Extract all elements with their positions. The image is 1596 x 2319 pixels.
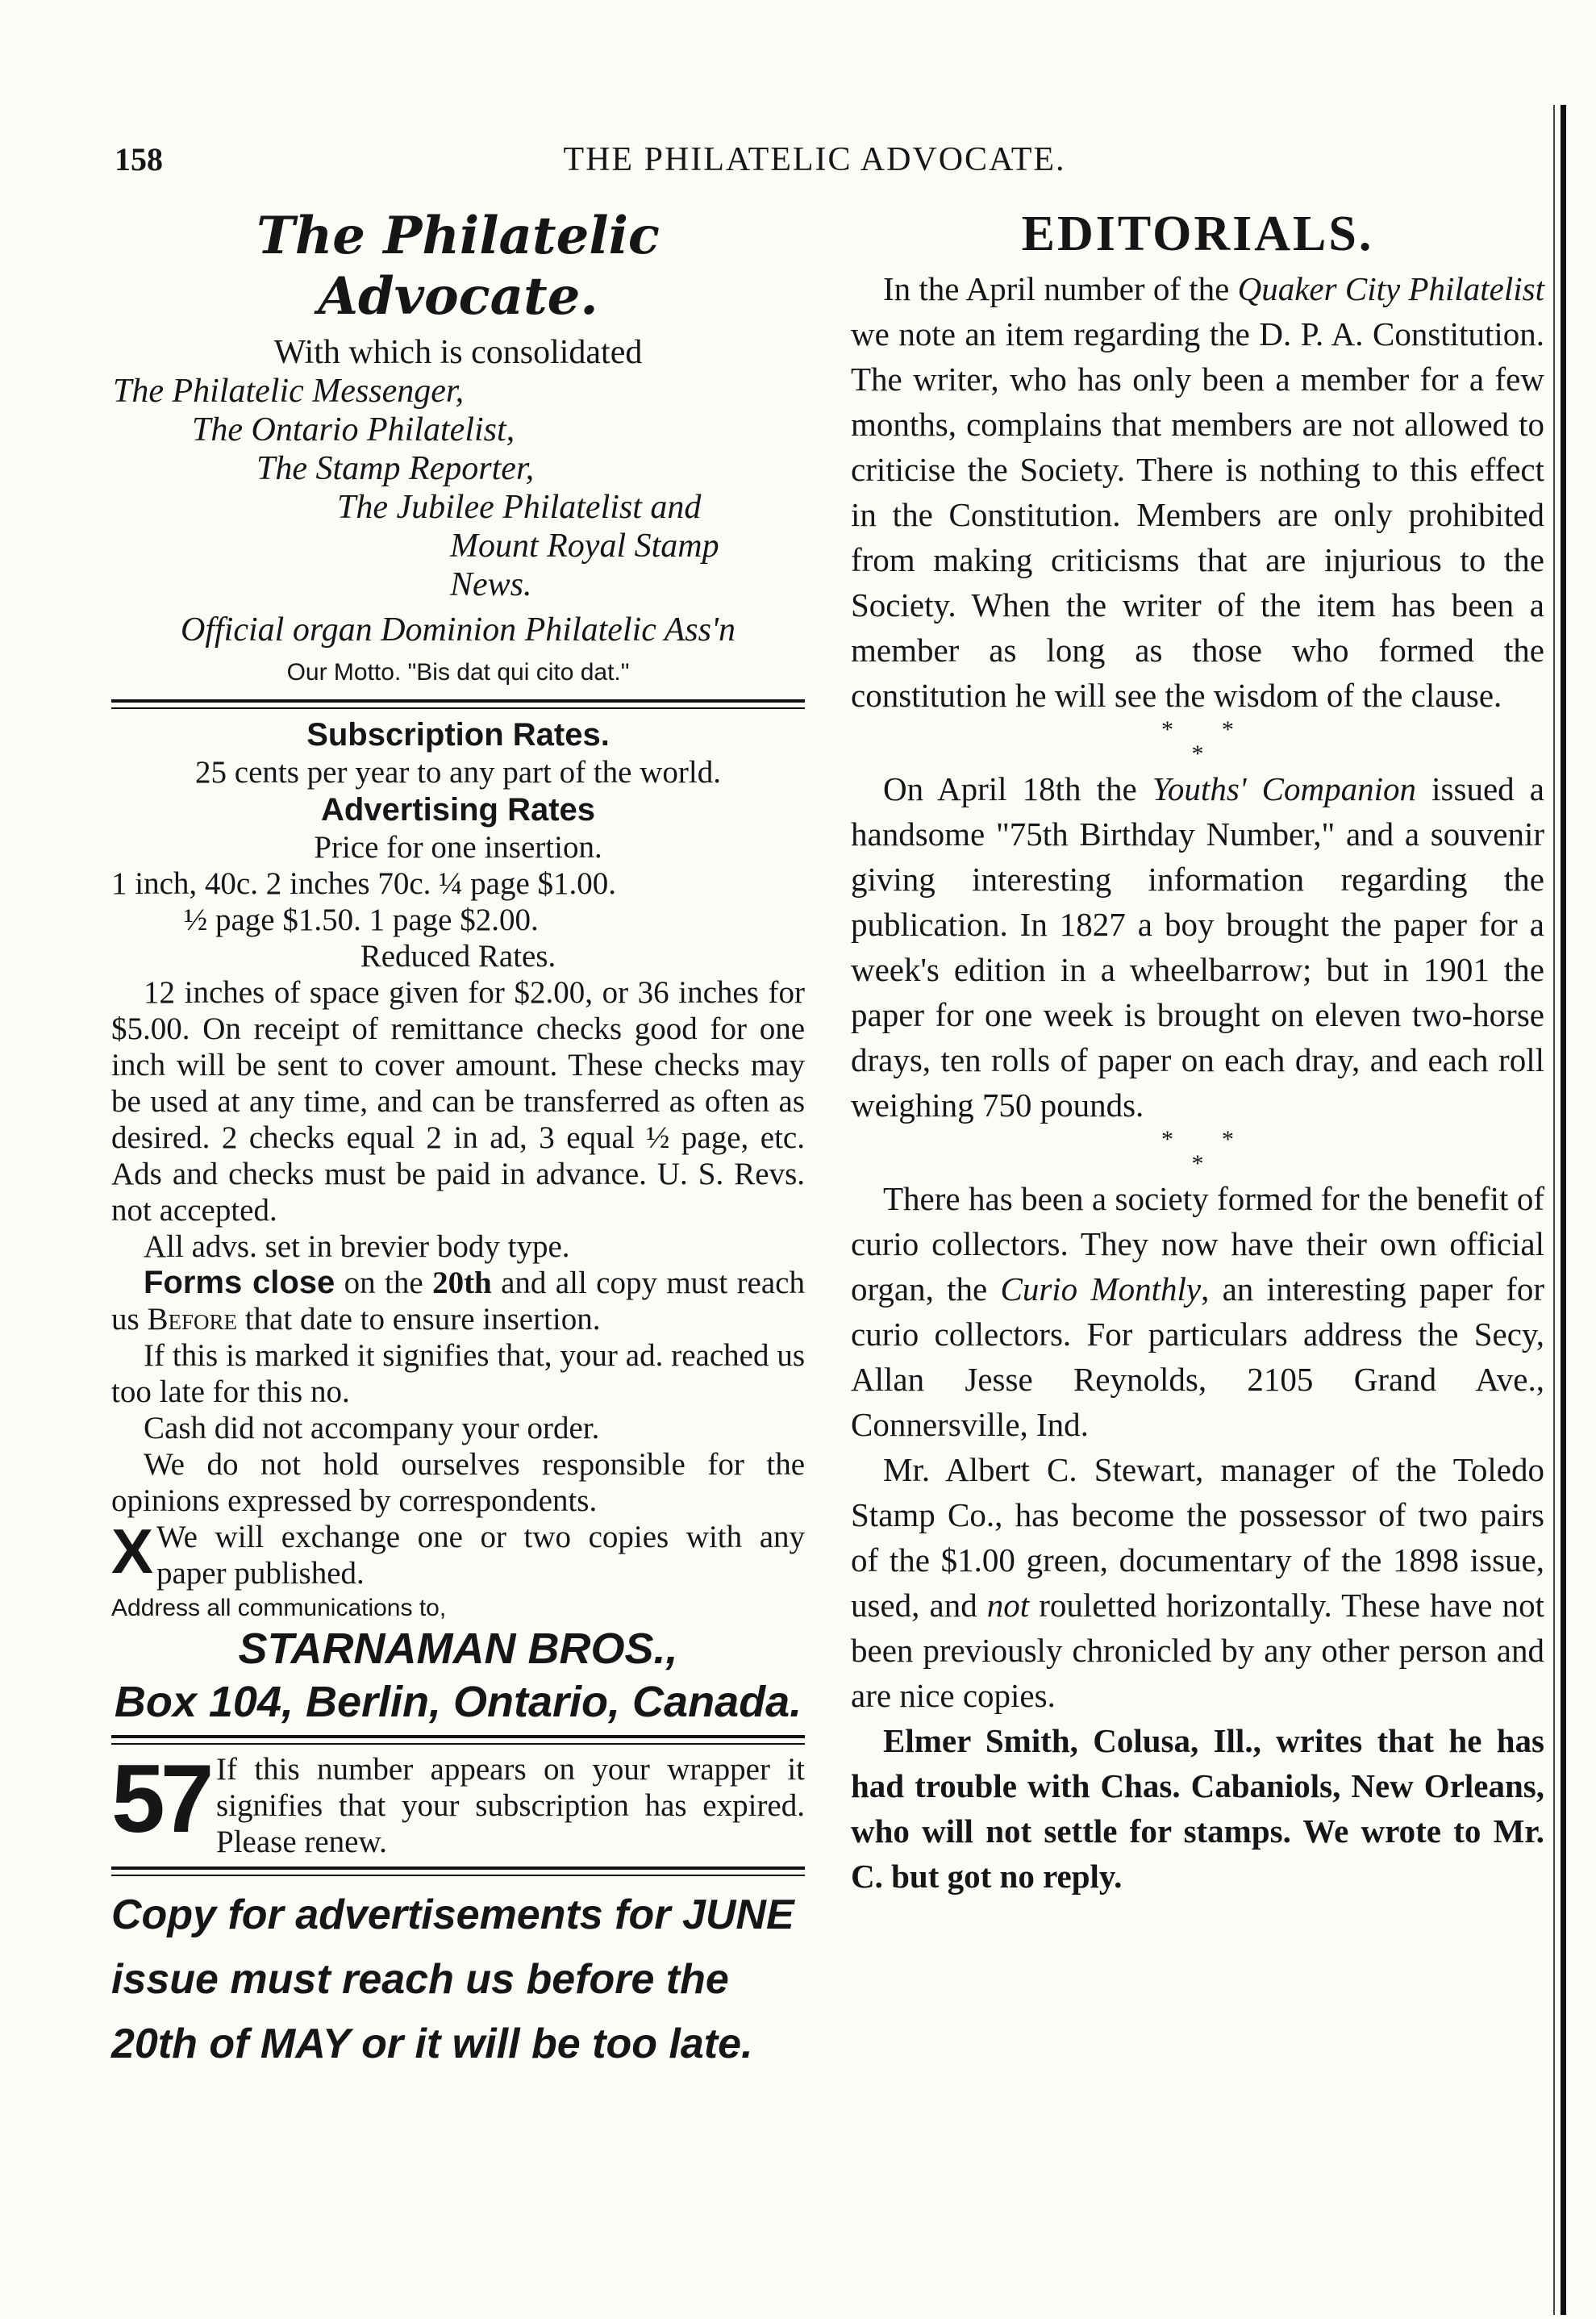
emphasis-text: not bbox=[986, 1587, 1030, 1624]
publication-title: Curio Monthly bbox=[1000, 1270, 1202, 1308]
running-head: THE PHILATELIC ADVOCATE. bbox=[563, 141, 1066, 178]
editorial-paragraph bbox=[851, 266, 1544, 718]
separator-star: * bbox=[1191, 740, 1204, 767]
exchange-row bbox=[111, 1516, 805, 1591]
expiry-notice bbox=[111, 1745, 805, 1860]
paragraph-text: , an interesting paper for curio collectors. For particulars address the Secy, Allan Jesse Reynolds, 2105 Grand Ave., Connersville, Ind. bbox=[851, 1270, 1545, 1443]
masthead: The Philatelic Advocate. bbox=[256, 206, 660, 327]
forms-close-text: and all copy must reach us bbox=[111, 1266, 805, 1337]
paper-name: The Philatelic Messenger, bbox=[113, 373, 465, 410]
reduced-heading: Reduced Rates. bbox=[360, 939, 556, 974]
price-line: Price for one insertion. bbox=[314, 830, 602, 865]
rates-line: 1 inch, 40c. 2 inches 70c. ¼ page $1.00. bbox=[111, 866, 617, 901]
forms-close-text: on the bbox=[335, 1266, 433, 1300]
expiry-text: If this number appears on your wrapper it signifies that your subscription has expired. Please renew. bbox=[216, 1752, 805, 1859]
subscription-text: 25 cents per year to any part of the world. bbox=[195, 755, 721, 790]
consolidated-intro: With which is consolidated bbox=[273, 334, 643, 371]
forms-close-note bbox=[111, 1265, 805, 1337]
responsibility-note: We do not hold ourselves responsible for the opinions expressed by correspondents. bbox=[111, 1447, 805, 1518]
editorial-paragraph bbox=[851, 1447, 1544, 1718]
forms-close-date: 20th bbox=[432, 1266, 492, 1300]
paper-name: The Ontario Philatelist, bbox=[192, 411, 515, 448]
forms-close-label: Forms close bbox=[144, 1265, 335, 1300]
copy-notice: Copy for advertisements for JUNE issue must reach us before the 20th of MAY or it will be too late. bbox=[111, 1891, 794, 2067]
paragraph-text: On April 18th the bbox=[883, 770, 1152, 807]
double-rule bbox=[111, 1735, 805, 1745]
editorial-paragraph: Elmer Smith, Colusa, Ill., writes that he has had trouble with Chas. Cabaniols, New Orleans, who will not settle for stamps. We wrote to Mr. C. but got no reply. bbox=[851, 1722, 1544, 1895]
editorials-title: EDITORIALS. bbox=[1021, 206, 1374, 261]
paper-name: Mount Royal Stamp News. bbox=[450, 528, 719, 603]
forms-close-text: that date to ensure insertion. bbox=[236, 1302, 601, 1337]
double-rule bbox=[111, 699, 805, 709]
separator-star: * bbox=[1191, 1150, 1204, 1177]
address-label: Address all communications to, bbox=[111, 1595, 447, 1621]
paragraph-text: we note an item regarding the D. P. A. Constitution. The writer, who has only been a member for a few months, complains that members are not allowed to criticise the Society. There is nothing to this effect in the Constitution. Members are only prohibited from making criticisms that are injurious to the Society. When the writer of the item has been a member as long as those who formed the constitution he will see the wisdom of the clause. bbox=[851, 315, 1544, 714]
separator bbox=[851, 718, 1544, 766]
left-column bbox=[111, 206, 805, 2076]
paragraph-text: Mr. Albert C. Stewart, manager of the Toledo Stamp Co., has become the possessor of two pairs of the $1.00 green, documentary of the 1898 issue, used, and bbox=[851, 1451, 1544, 1624]
reduced-text: 12 inches of space given for $2.00, or 36 inches for $5.00. On receipt of remittance checks good for one inch will be sent to cover amount. These checks may be used at any time, and can be transferred as often as desired. 2 checks equal 2 in ad, 3 equal ½ page, etc. Ads and checks must be paid in advance. U. S. Revs. not accepted. bbox=[111, 975, 805, 1228]
page-header bbox=[0, 129, 1596, 194]
subscription-heading: Subscription Rates. bbox=[306, 717, 610, 753]
paper-name: The Jubilee Philatelist and bbox=[337, 489, 702, 526]
separator bbox=[851, 1128, 1544, 1176]
advertising-heading: Advertising Rates bbox=[320, 792, 596, 828]
editorial-paragraph bbox=[851, 766, 1544, 1128]
motto: Our Motto. "Bis dat qui cito dat." bbox=[286, 659, 630, 686]
editorial-paragraph bbox=[851, 1176, 1544, 1447]
forms-close-before: Before bbox=[147, 1302, 237, 1337]
paragraph-text: rouletted horizontally. These have not been previously chronicled by any other person and are nice copies. bbox=[851, 1587, 1544, 1714]
marked-note: If this is marked it signifies that, your ad. reached us too late for this no. bbox=[111, 1338, 805, 1409]
margin-rule-thin bbox=[1553, 105, 1555, 2315]
separator-star: * bbox=[1222, 716, 1234, 743]
paragraph-text: In the April number of the bbox=[883, 270, 1238, 307]
cash-note: Cash did not accompany your order. bbox=[144, 1411, 600, 1445]
official-organ: Official organ Dominion Philatelic Ass'n bbox=[181, 611, 735, 649]
paper-name: The Stamp Reporter, bbox=[256, 450, 535, 487]
page-number: 158 bbox=[115, 141, 163, 177]
right-column bbox=[851, 206, 1544, 1899]
address-line: STARNAMAN BROS., bbox=[238, 1625, 678, 1673]
brevier-note: All advs. set in brevier body type. bbox=[144, 1229, 570, 1264]
address-line: Box 104, Berlin, Ontario, Canada. bbox=[114, 1678, 802, 1726]
separator-star: * bbox=[1222, 1126, 1234, 1153]
publication-title: Quaker City Philatelist bbox=[1237, 270, 1544, 307]
expiry-number: 57 bbox=[111, 1745, 210, 1853]
separator-star: * bbox=[1161, 1126, 1173, 1153]
margin-rule bbox=[1561, 105, 1566, 2315]
separator-star: * bbox=[1161, 716, 1173, 743]
paragraph-text: issued a handsome "75th Birthday Number," and a souvenir giving interesting information regarding the publication. In 1827 a boy brought the paper for a week's edition in a wheelbarrow; but in 1901 the paper for one week is brought on eleven two-horse drays, ten rolls of paper on each dray, and each roll weighing 750 pounds. bbox=[851, 770, 1544, 1124]
rates-line: ½ page $1.50. 1 page $2.00. bbox=[184, 903, 539, 937]
double-rule bbox=[111, 1866, 805, 1876]
paragraph-text: There has been a society formed for the benefit of curio collectors. They now have their own official organ, the bbox=[851, 1180, 1544, 1308]
publication-title: Youths' Companion bbox=[1152, 770, 1417, 807]
exchange-note: We will exchange one or two copies with any paper published. bbox=[156, 1520, 805, 1591]
x-mark: X bbox=[111, 1516, 154, 1587]
